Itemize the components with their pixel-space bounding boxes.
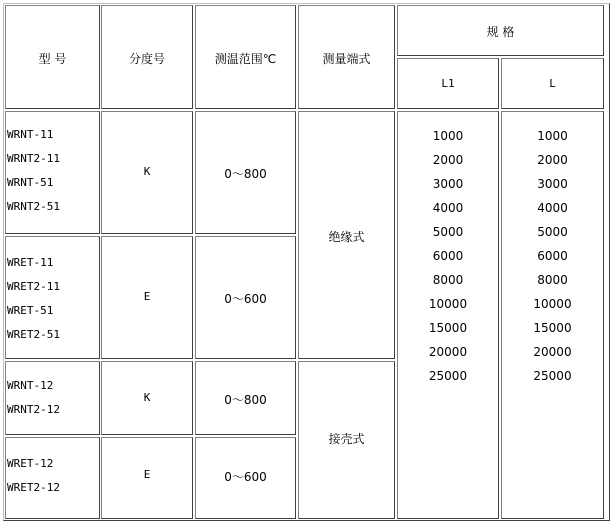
l1-value: 15000 [428,321,468,335]
temperature-range: 0～600 [224,470,267,484]
model-name: WRNT-12 [7,379,54,392]
l-value: 6000 [537,249,568,263]
group-2-graduation-cell [101,236,193,359]
l-value: 5000 [537,225,568,239]
l1-value: 8000 [432,273,464,287]
header-l1: L1 [441,77,455,90]
l1-value: 1000 [432,129,464,143]
junction-insulated-cell [298,111,395,359]
group-3-graduation-cell [101,361,193,435]
temperature-range: 0～600 [224,292,267,306]
graduation-code: K [143,391,151,404]
l-value: 1000 [537,129,568,143]
header-temp-range: 测温范围℃ [214,52,277,66]
l1-value: 3000 [432,177,464,191]
group-1-models-cell [5,111,100,234]
l-value: 8000 [537,273,568,287]
header-model-cell [5,5,100,109]
graduation-code: E [143,468,151,481]
header-temp-range-cell [195,5,296,109]
model-name: WRET2-11 [7,280,60,293]
header-junction-cell [298,5,395,109]
group-3-models-cell [5,361,100,435]
graduation-code: K [143,165,151,178]
l-value: 20000 [533,345,572,359]
l1-values-cell [397,111,499,519]
group-3-range-cell [195,361,296,435]
l1-value: 20000 [428,345,468,359]
model-name: WRNT2-51 [7,200,60,213]
header-spec-cell [397,5,604,56]
l1-value: 10000 [428,297,468,311]
junction-type: 绝缘式 [328,230,365,244]
header-model: 型 号 [38,52,67,66]
l1-value: 6000 [432,249,464,263]
l-value: 3000 [537,177,568,191]
group-4-range-cell [195,437,296,519]
header-spec: 规 格 [486,25,515,39]
model-name: WRET-11 [7,256,54,269]
model-name: WRET-12 [7,457,54,470]
model-name: WRET2-12 [7,481,60,494]
l-value: 2000 [537,153,568,167]
group-4-models-cell [5,437,100,519]
header-l1-cell [397,58,499,109]
l1-value: 25000 [428,369,468,383]
temperature-range: 0～800 [224,393,267,407]
junction-type: 接壳式 [328,432,365,446]
l1-value: 5000 [432,225,464,239]
junction-grounded-cell [298,361,395,519]
group-2-models-cell [5,236,100,359]
graduation-code: E [143,290,151,303]
l-values-cell [501,111,604,519]
l-value: 25000 [533,369,572,383]
header-graduation-cell [101,5,193,109]
group-1-range-cell [195,111,296,234]
header-graduation: 分度号 [128,52,165,66]
group-4-graduation-cell [101,437,193,519]
l-value: 4000 [537,201,568,215]
model-name: WRNT2-11 [7,152,60,165]
header-l: L [549,77,556,90]
temperature-range: 0～800 [224,167,267,181]
group-2-range-cell [195,236,296,359]
l-value: 10000 [533,297,572,311]
model-name: WRNT-11 [7,128,54,141]
l1-value: 4000 [432,201,464,215]
l-value: 15000 [533,321,572,335]
model-name: WRNT2-12 [7,403,60,416]
model-name: WRET-51 [7,304,54,317]
header-l-cell [501,58,604,109]
l1-value: 2000 [432,153,464,167]
model-name: WRET2-51 [7,328,60,341]
header-junction: 测量端式 [322,52,371,66]
group-1-graduation-cell [101,111,193,234]
model-name: WRNT-51 [7,176,54,189]
